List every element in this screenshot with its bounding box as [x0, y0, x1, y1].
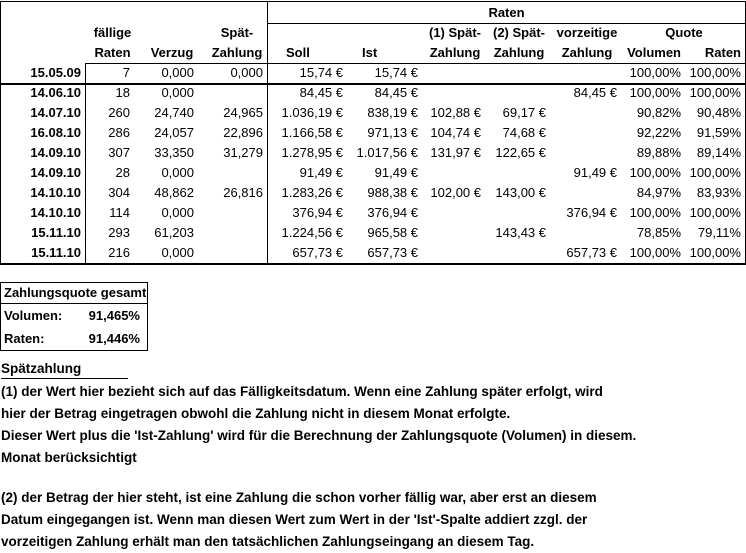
col-header-spaetzahlung[interactable]: Zahlung: [211, 45, 263, 60]
table-cell[interactable]: 1.036,19 €: [281, 105, 343, 120]
note-line: (1) der Wert hier bezieht sich auf das Fälligkeitsdatum. Wenn eine Zahlung später erfolgt, wird: [1, 384, 603, 399]
divider-raten-title: [267, 23, 745, 24]
header-spacer: [349, 23, 423, 43]
row-date-cell[interactable]: 14.09.10: [30, 145, 81, 160]
col-header-quote[interactable]: Quote: [665, 25, 703, 40]
note-paragraph-2: [1, 487, 597, 553]
table-cell[interactable]: 26,816: [223, 185, 263, 200]
note-line: (2) der Betrag der hier steht, ist eine Zahlung die schon vorher fällig war, aber erst an diesem: [1, 490, 597, 505]
table-cell[interactable]: 0,000: [161, 65, 194, 80]
table-cell[interactable]: [423, 63, 487, 83]
table-cell[interactable]: 100,00%: [629, 85, 681, 100]
table-cell[interactable]: 260: [108, 105, 130, 120]
table-cell[interactable]: 293: [108, 225, 130, 240]
table-cell[interactable]: 131,97 €: [430, 145, 481, 160]
table-cell[interactable]: 0,000: [161, 205, 194, 220]
table-cell[interactable]: 100,00%: [689, 65, 741, 80]
table-cell[interactable]: [487, 243, 551, 263]
table-cell[interactable]: 100,00%: [689, 165, 741, 180]
table-cell[interactable]: 0,000: [161, 85, 194, 100]
table-cell[interactable]: 90,48%: [696, 105, 741, 120]
col-header-soll[interactable]: Soll: [286, 45, 310, 60]
table-cell[interactable]: 376,94 €: [292, 205, 343, 220]
table-cell[interactable]: [423, 163, 487, 183]
note-line: Dieser Wert plus die 'Ist-Zahlung' wird für die Berechnung der Zahlungsquote (Volumen) in diesem.: [1, 428, 637, 443]
table-cell[interactable]: 100,00%: [629, 245, 681, 260]
col-header-spaet2-top[interactable]: (2) Spät-: [493, 25, 545, 40]
table-cell[interactable]: 22,896: [223, 125, 263, 140]
table-cell[interactable]: 100,00%: [629, 65, 681, 80]
table-cell[interactable]: 100,00%: [629, 205, 681, 220]
table-cell[interactable]: 1.224,56 €: [281, 225, 343, 240]
divider-first-row: [1, 83, 745, 85]
row-date-cell[interactable]: 14.10.10: [30, 185, 81, 200]
header-spacer: [1, 43, 86, 63]
raten-group-header[interactable]: Raten: [488, 5, 525, 20]
table-cell[interactable]: 122,65 €: [495, 145, 546, 160]
note-line: Monat berücksichtigt: [1, 450, 137, 465]
table-cell[interactable]: 31,279: [223, 145, 263, 160]
col-header-verzug[interactable]: Verzug: [150, 45, 194, 60]
table-cell[interactable]: 7: [122, 65, 130, 80]
header-spacer: [269, 23, 349, 43]
table-cell[interactable]: 78,85%: [636, 225, 681, 240]
col-header-vorzeitige-top[interactable]: vorzeitige: [556, 25, 618, 40]
table-cell[interactable]: 100,00%: [629, 165, 681, 180]
table-cell[interactable]: 74,68 €: [502, 125, 546, 140]
table-cell[interactable]: [423, 243, 487, 263]
table-cell[interactable]: [487, 63, 551, 83]
table-cell[interactable]: 965,58 €: [367, 225, 418, 240]
col-header-spaetzahlung-2[interactable]: Zahlung: [493, 45, 545, 60]
table-cell[interactable]: 657,73 €: [292, 245, 343, 260]
table-body: [1, 63, 745, 263]
summary-value: 91,446%: [88, 331, 140, 346]
table-cell[interactable]: 102,00 €: [430, 185, 481, 200]
header-spacer: [139, 23, 205, 43]
payment-quota-summary-box: [0, 282, 148, 351]
table-cell[interactable]: 1.278,95 €: [281, 145, 343, 160]
summary-label: Raten:: [4, 331, 45, 346]
table-cell[interactable]: 100,00%: [689, 205, 741, 220]
table-cell[interactable]: [205, 163, 269, 183]
table-cell[interactable]: [551, 123, 623, 143]
summary-title[interactable]: Zahlungsquote gesamt: [1, 283, 147, 304]
summary-label: Volumen:: [4, 308, 63, 323]
table-cell[interactable]: 100,00%: [689, 85, 741, 100]
table-cell[interactable]: 1.017,56 €: [356, 145, 418, 160]
row-date-cell[interactable]: 15.11.10: [31, 225, 81, 240]
table-cell[interactable]: [205, 243, 269, 263]
summary-value: 91,465%: [88, 308, 140, 323]
table-header: [1, 23, 745, 63]
table-cell[interactable]: 286: [108, 125, 130, 140]
table-cell[interactable]: 304: [108, 185, 130, 200]
divider-date-column: [85, 63, 86, 263]
row-date-cell[interactable]: 16.08.10: [30, 125, 81, 140]
col-header-faellige-top[interactable]: fällige: [93, 25, 132, 40]
table-cell[interactable]: [423, 83, 487, 103]
col-header-spaetzahlung-1[interactable]: Zahlung: [429, 45, 481, 60]
divider-header-bottom: [85, 63, 745, 64]
table-cell[interactable]: 84,45 €: [374, 85, 418, 100]
row-date-cell[interactable]: 14.10.10: [30, 205, 81, 220]
table-cell[interactable]: [205, 203, 269, 223]
note-line: vorzeitigen Zahlung erhält man den tatsächlichen Zahlungseingang an diesem Tag.: [1, 534, 535, 549]
table-cell[interactable]: [423, 223, 487, 243]
table-cell[interactable]: [205, 223, 269, 243]
table-cell[interactable]: 33,350: [154, 145, 194, 160]
table-cell[interactable]: 83,93%: [696, 185, 741, 200]
table-cell[interactable]: 216: [108, 245, 130, 260]
col-header-volumen[interactable]: Volumen: [627, 45, 681, 60]
row-date-cell[interactable]: 14.09.10: [30, 165, 81, 180]
table-cell[interactable]: 376,94 €: [367, 205, 418, 220]
table-cell[interactable]: [487, 163, 551, 183]
col-header-ist[interactable]: Ist: [362, 45, 378, 60]
table-cell[interactable]: [551, 143, 623, 163]
payments-table: [0, 1, 746, 265]
table-cell[interactable]: 89,14%: [696, 145, 741, 160]
summary-row-volumen[interactable]: [1, 304, 147, 327]
table-cell[interactable]: [423, 203, 487, 223]
col-header-quote-raten[interactable]: Raten: [704, 45, 741, 60]
table-cell[interactable]: [205, 83, 269, 103]
table-cell[interactable]: 1.166,58 €: [281, 125, 343, 140]
table-cell[interactable]: 91,59%: [696, 125, 741, 140]
table-cell[interactable]: 89,88%: [636, 145, 681, 160]
table-cell[interactable]: 69,17 €: [502, 105, 546, 120]
table-cell[interactable]: 90,82%: [636, 105, 681, 120]
table-cell[interactable]: 0,000: [161, 165, 194, 180]
header-spacer: [1, 23, 86, 43]
table-cell[interactable]: 657,73 €: [566, 245, 617, 260]
table-cell[interactable]: 143,43 €: [495, 225, 546, 240]
table-cell[interactable]: 104,74 €: [430, 125, 481, 140]
table-cell[interactable]: 91,49 €: [573, 165, 617, 180]
table-cell[interactable]: 15,74 €: [374, 65, 418, 80]
table-cell[interactable]: 24,740: [154, 105, 194, 120]
row-date-cell[interactable]: 14.07.10: [30, 105, 81, 120]
row-date-cell[interactable]: 15.05.09: [30, 65, 81, 80]
table-cell[interactable]: 24,057: [154, 125, 194, 140]
table-cell[interactable]: 102,88 €: [430, 105, 481, 120]
summary-row-raten[interactable]: [1, 327, 147, 350]
table-cell[interactable]: [551, 103, 623, 123]
table-cell[interactable]: 838,19 €: [367, 105, 418, 120]
col-header-spaet1-top[interactable]: (1) Spät-: [429, 25, 481, 40]
row-date-cell[interactable]: 14.06.10: [30, 85, 81, 100]
note-paragraph-1: [1, 381, 636, 469]
table-cell[interactable]: 376,94 €: [566, 205, 617, 220]
spaetzahlung-heading: Spätzahlung: [1, 361, 128, 379]
divider-raten-left: [267, 2, 268, 263]
table-cell[interactable]: [551, 183, 623, 203]
col-header-vorzeitige-zahlung[interactable]: Zahlung: [561, 45, 613, 60]
table-cell[interactable]: 84,45 €: [573, 85, 617, 100]
table-cell[interactable]: 971,13 €: [367, 125, 418, 140]
table-cell[interactable]: [487, 203, 551, 223]
table-cell[interactable]: 91,49 €: [299, 165, 343, 180]
table-cell[interactable]: 61,203: [154, 225, 194, 240]
table-cell[interactable]: 1.283,26 €: [281, 185, 343, 200]
table-cell[interactable]: 114: [109, 205, 130, 220]
table-cell[interactable]: 15,74 €: [299, 65, 343, 80]
note-line: hier der Betrag eingetragen obwohl die Zahlung nicht in diesem Monat erfolgte.: [1, 406, 511, 421]
table-cell[interactable]: 307: [108, 145, 130, 160]
table-cell[interactable]: 988,38 €: [367, 185, 418, 200]
table-cell[interactable]: 84,97%: [636, 185, 681, 200]
table-cell[interactable]: 0,000: [161, 245, 194, 260]
table-cell[interactable]: 84,45 €: [299, 85, 343, 100]
table-cell[interactable]: [551, 223, 623, 243]
table-cell[interactable]: 92,22%: [636, 125, 681, 140]
table-cell[interactable]: 100,00%: [689, 245, 741, 260]
table-cell[interactable]: 28: [115, 165, 130, 180]
table-cell[interactable]: 48,862: [154, 185, 194, 200]
table-cell[interactable]: 0,000: [230, 65, 263, 80]
table-cell[interactable]: 24,965: [223, 105, 263, 120]
table-cell[interactable]: 143,00 €: [495, 185, 546, 200]
table-cell[interactable]: 18: [115, 85, 130, 100]
col-header-spaet-top[interactable]: Spät-: [220, 25, 254, 40]
row-date-cell[interactable]: 15.11.10: [31, 245, 81, 260]
table-cell[interactable]: 79,11%: [697, 225, 741, 240]
table-cell[interactable]: [551, 63, 623, 83]
table-cell[interactable]: 91,49 €: [374, 165, 418, 180]
col-header-faellige-raten[interactable]: Raten: [94, 45, 131, 60]
table-cell[interactable]: [487, 83, 551, 103]
table-cell[interactable]: 657,73 €: [367, 245, 418, 260]
note-line: Datum eingegangen ist. Wenn man diesen Wert zum Wert in der 'Ist'-Spalte addiert zzgl. der: [1, 512, 588, 527]
